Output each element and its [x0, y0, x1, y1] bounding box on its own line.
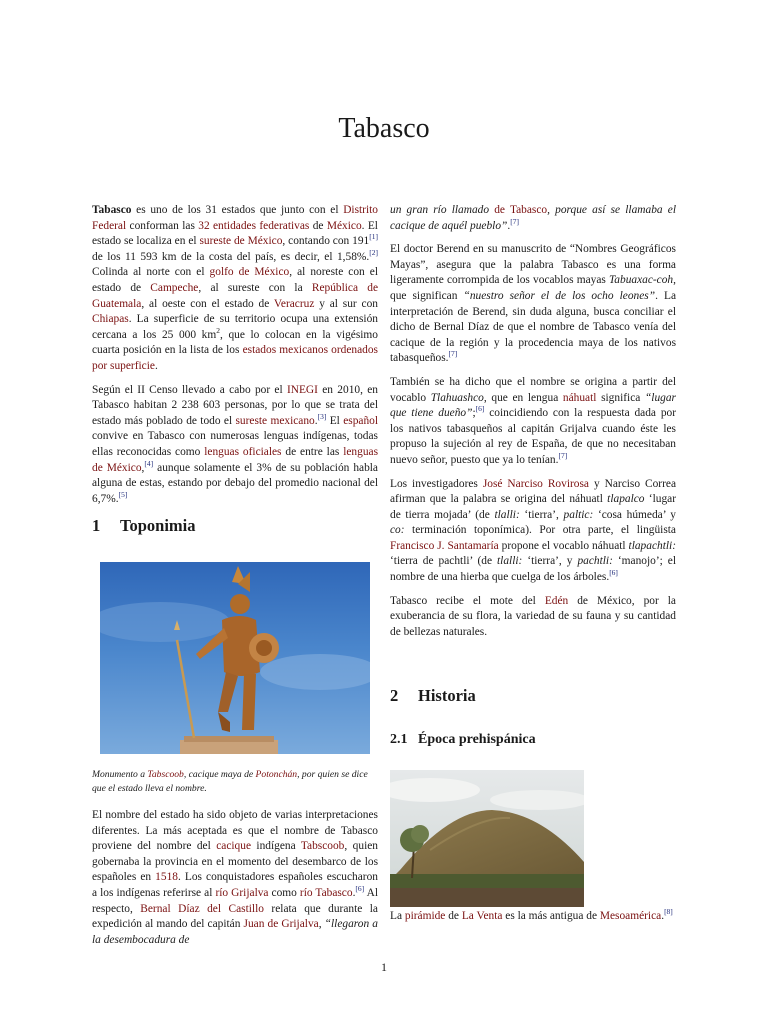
- link-sureste[interactable]: sureste de México: [199, 235, 283, 248]
- ref-link[interactable]: [7]: [558, 451, 568, 461]
- link-la-venta[interactable]: La Venta: [461, 910, 503, 922]
- link-rio-grijalva[interactable]: río Grijalva: [215, 886, 269, 899]
- link-sureste-mexicano[interactable]: sureste mexicano: [235, 414, 315, 427]
- pyramid-caption: La pirámide de La Venta es la más antigua de Mesoamérica.[8]: [390, 907, 673, 922]
- left-column-toponimia: [92, 808, 378, 956]
- ref-link[interactable]: [6]: [475, 404, 485, 414]
- page-number: 1: [381, 960, 387, 974]
- ref-link[interactable]: [8]: [664, 907, 673, 917]
- rovirosa-paragraph: Los investigadores José Narciso Rovirosa y Narciso Correa afirman que la palabra se origina del náhuatl tlapalco ‘lugar de tierra mojada’ (de tlalli: ‘tierra’, paltic: ‘cosa húmeda’ y co: terminación toponímica). Por otra parte, el lingüista Francisco J. Santamaría propone el vocablo náhuatl tlapachtli: ‘tierra de pachtli’ (de tlalli: ‘tierra’, y pachtli: ‘manojo’; el nombre de una hierba que cuelga de los árboles.[6]: [390, 477, 677, 584]
- link-tabscoob[interactable]: Tabscoob: [147, 769, 184, 780]
- link-rovirosa[interactable]: José Narciso Rovirosa: [482, 477, 589, 490]
- link-nahuatl[interactable]: náhuatl: [562, 391, 597, 404]
- link-cacique[interactable]: cacique: [216, 840, 251, 853]
- section-heading-toponimia: 1 Toponimia: [92, 516, 196, 535]
- link-golfo[interactable]: golfo de México: [209, 266, 290, 279]
- nahuatl-paragraph: También se ha dicho que el nombre se origina a partir del vocablo Tlahuashco, que en lengua náhuatl significa “lugar que tiene dueño”;[6] coincidiendo con la respuesta dada por los nativos tabasqueños al capitán Grijalva cuando éste les propuso la sujeción al rey de España, de que no necesitaban nuevo señor, puesto que ya lo tenían.[7]: [390, 375, 677, 466]
- ref-link[interactable]: [5]: [118, 489, 128, 499]
- link-piramide[interactable]: pirámide: [404, 910, 446, 922]
- continuation-paragraph: un gran río llamado de Tabasco, porque así se llamaba el cacique de aquél pueblo”.[7]: [390, 204, 676, 232]
- statue-illustration: [100, 562, 370, 754]
- link-1518[interactable]: 1518: [155, 871, 178, 884]
- link-santamaria[interactable]: Francisco J. Santamaría: [390, 539, 499, 552]
- link-rio-tabasco[interactable]: río Tabasco: [299, 886, 353, 899]
- statue-caption: Monumento a Tabscoob, cacique maya de Potonchán, por quien se dice que el estado lleva el nombre.: [92, 769, 368, 794]
- toponimia-paragraph-1: El nombre del estado ha sido objeto de varias interpretaciones diferentes. La más aceptada es que el nombre de Tabasco proviene del nombre del cacique indígena Tabscoob, quien gobernaba la provincia en el momento del desembarco de los españoles en 1518. Los conquistadores españoles escucharon a los indígenas referirse al río Grijalva como río Tabasco.[6] Al respecto, Bernal Díaz del Castillo relata que durante la expedición al mando del capitán Juan de Grijalva, “llegaron a la desembocadura de: [92, 809, 378, 946]
- link-entidades[interactable]: 32 entidades federativas: [198, 219, 310, 232]
- link-juan-grijalva[interactable]: Juan de Grijalva: [243, 918, 319, 931]
- ref-link[interactable]: [6]: [609, 568, 618, 578]
- right-column: [390, 203, 676, 648]
- intro-paragraph-2: Según el II Censo llevado a cabo por el INEGI en 2010, en Tabasco habitan 2 238 603 personas, por lo que se trata del estado más poblado de todo el sureste mexicano.[3] El español convive en Tabasco con numerosas lenguas indígenas, todas ellas reconocidas como lenguas oficiales de entre las lenguas de México,[4] aunque solamente el 3% de su población habla alguna de estas, estando por debajo del promedio nacional del 6,7%.[5]: [92, 383, 378, 505]
- pyramid-illustration: [390, 770, 584, 907]
- link-campeche[interactable]: Campeche: [150, 281, 199, 294]
- link-bernal-diaz[interactable]: Bernal Díaz del Castillo: [140, 902, 264, 915]
- pyramid-image: [390, 770, 584, 907]
- link-de-tabasco[interactable]: de Tabasco: [494, 204, 548, 216]
- link-lenguas-oficiales[interactable]: lenguas oficiales: [204, 445, 282, 458]
- link-distrito-federal[interactable]: Distrito Federal: [92, 204, 378, 232]
- ref-link[interactable]: [2]: [369, 247, 378, 257]
- link-potonchan[interactable]: Potonchán: [255, 769, 298, 780]
- link-lenguas-mexico[interactable]: lenguas de México: [92, 445, 378, 474]
- ref-link[interactable]: [7]: [448, 349, 458, 359]
- subsection-heading-prehispanica: 2.1 Época prehispánica: [390, 732, 536, 747]
- link-mesoamerica[interactable]: Mesoamérica: [599, 910, 662, 922]
- left-column: [92, 203, 378, 515]
- ref-link[interactable]: [1]: [369, 232, 378, 242]
- statue-image: [100, 562, 370, 754]
- link-tabscoob-2[interactable]: Tabscoob: [300, 840, 345, 853]
- section-heading-historia: 2 Historia: [390, 686, 476, 705]
- ref-link[interactable]: [3]: [317, 411, 327, 421]
- berend-paragraph: El doctor Berend en su manuscrito de “Nombres Geográficos Mayas”, asegura que la palabra Tabasco es una forma ligeramente corrompida de los vocablos mayas Tabuaxac-coh, que significan “nuestro señor el de los ocho leones”. La interpretación de Berend, sin duda alguna, busca conciliar el dicho de Bernal Díaz de que el nombre de Tabasco venía del cacique de la región y la procedencia maya de los nativos tabasqueños.[7]: [390, 243, 676, 365]
- link-inegi[interactable]: INEGI: [286, 383, 318, 396]
- link-chiapas[interactable]: Chiapas: [92, 313, 129, 326]
- link-veracruz[interactable]: Veracruz: [273, 297, 315, 310]
- eden-paragraph: Tabasco recibe el mote del Edén de México, por la exuberancia de su flora, la variedad de su fauna y su cantidad de bellezas naturales.: [390, 594, 676, 638]
- ref-link[interactable]: [4]: [144, 458, 154, 468]
- link-guatemala[interactable]: República de Guatemala: [92, 281, 378, 310]
- page-title: Tabasco: [338, 113, 430, 144]
- link-espanol[interactable]: español: [343, 414, 378, 427]
- link-estados-superficie[interactable]: estados mexicanos ordenados por superficie: [92, 344, 378, 372]
- link-eden[interactable]: Edén: [544, 594, 569, 607]
- intro-paragraph-1: Tabasco es uno de los 31 estados que junto con el Distrito Federal conforman las 32 entidades federativas de México. El estado se localiza en el sureste de México, contando con 191[1] de los 11 593 km de la costa del país, es decir, el 1,58%.[2] Colinda al norte con el golfo de México, al noreste con el estado de Campeche, al sureste con la República de Guatemala, al oeste con el estado de Veracruz y al sur con Chiapas. La superficie de su territorio ocupa una extensión cercana a los 25 000 $km^2$, que lo colocan en la vigésimo cuarta posición en la lista de los estados mexicanos ordenados por superficie.: [92, 204, 378, 372]
- link-mexico[interactable]: México: [326, 219, 362, 232]
- ref-link[interactable]: [6]: [355, 884, 365, 894]
- ref-link[interactable]: [7]: [510, 216, 519, 226]
